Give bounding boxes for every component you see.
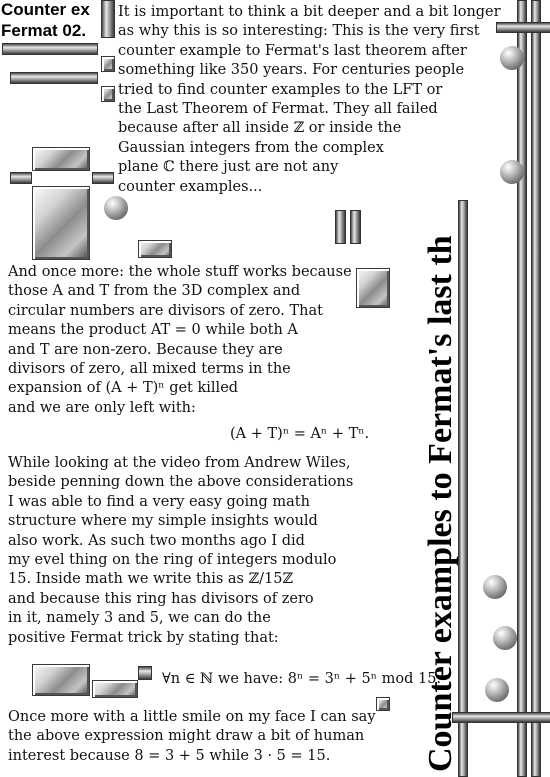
decorative-sphere (104, 196, 128, 220)
decorative-block (356, 268, 390, 308)
decorative-bar (10, 72, 98, 84)
title-line-2: Fermat 02. (1, 21, 87, 40)
text-line: something like 350 years. For centuries people (118, 62, 465, 79)
decorative-bar (138, 666, 152, 680)
decorative-block (32, 664, 90, 696)
decorative-bar (2, 43, 98, 55)
text-line: Once more with a little smile on my face I can say (8, 709, 376, 725)
text-line: because after all inside ℤ or inside the (118, 120, 402, 137)
decorative-bar (452, 712, 550, 723)
page-title (1, 0, 100, 41)
intro-paragraph (118, 3, 501, 197)
decorative-bar (92, 172, 114, 184)
decorative-block (32, 147, 90, 171)
text-line: means the product AT = 0 while both A (8, 322, 298, 339)
decorative-bar (10, 172, 32, 184)
decorative-block (32, 186, 90, 260)
text-line: tried to find counter examples to the LFT or (118, 81, 443, 98)
text-line: as why this is so interesting: This is the very first (118, 23, 480, 40)
decorative-rail (531, 0, 541, 777)
text-line: structure where my simple insights would (8, 513, 318, 530)
decorative-sphere (500, 160, 524, 184)
text-line: those A and T from the 3D complex and (8, 283, 301, 300)
decorative-block (101, 86, 115, 102)
decorative-block (92, 680, 138, 698)
text-line: 15. Inside math we write this as ℤ/15ℤ (8, 571, 294, 588)
decorative-sphere (485, 678, 509, 702)
text-line: And once more: the whole stuff works because (8, 264, 352, 280)
text-line: positive Fermat trick by stating that: (8, 629, 279, 646)
decorative-block (376, 697, 390, 711)
vertical-title: Counter examples to Fermat's last th (422, 235, 459, 772)
decorative-bar (335, 210, 346, 244)
equation-binomial: (A + T)ⁿ = Aⁿ + Tⁿ. (230, 426, 370, 442)
text-line: While looking at the video from Andrew Wiles, (8, 455, 351, 471)
text-line: Gaussian integers from the complex (118, 139, 384, 156)
text-line: and because this ring has divisors of zero (8, 590, 314, 607)
text-line: interest because 8 = 3 + 5 while 3 · 5 = 15. (8, 747, 331, 764)
text-line: It is important to think a bit deeper and a bit longer (118, 4, 501, 20)
wiles-paragraph (8, 454, 353, 648)
text-line: I was able to find a very easy going math (8, 493, 310, 510)
text-line: plane ℂ there just are not any (118, 159, 339, 176)
text-line: the Last Theorem of Fermat. They all failed (118, 101, 438, 118)
text-line: and we are only left with: (8, 399, 196, 416)
decorative-bar (350, 210, 361, 244)
text-line: also work. As such two months ago I did (8, 532, 305, 549)
decorative-rail (517, 0, 527, 777)
text-line: counter examples... (118, 178, 263, 195)
decorative-sphere (483, 575, 507, 599)
equation-modulo: ∀n ∈ ℕ we have: 8ⁿ = 3ⁿ + 5ⁿ mod 15. (162, 671, 442, 687)
divisors-paragraph (8, 263, 352, 418)
decorative-bar (101, 0, 115, 38)
text-line: and T are non-zero. Because they are (8, 341, 283, 358)
decorative-block (101, 56, 115, 72)
text-line: my evel thing on the ring of integers modulo (8, 552, 337, 569)
text-line: divisors of zero, all mixed terms in the (8, 361, 291, 378)
text-line: in it, namely 3 and 5, we can do the (8, 610, 271, 627)
text-line: expansion of (A + T)ⁿ get killed (8, 380, 239, 397)
text-line: beside penning down the above considerations (8, 474, 354, 491)
decorative-sphere (500, 46, 524, 70)
text-line: the above expression might draw a bit of human (8, 728, 365, 745)
text-line: counter example to Fermat's last theorem after (118, 42, 467, 59)
decorative-block (138, 240, 172, 258)
decorative-sphere (493, 626, 517, 650)
decorative-bar (496, 22, 550, 33)
title-line-1: Counter ex (1, 0, 90, 19)
text-line: circular numbers are divisors of zero. That (8, 302, 323, 319)
closing-paragraph (8, 708, 376, 766)
